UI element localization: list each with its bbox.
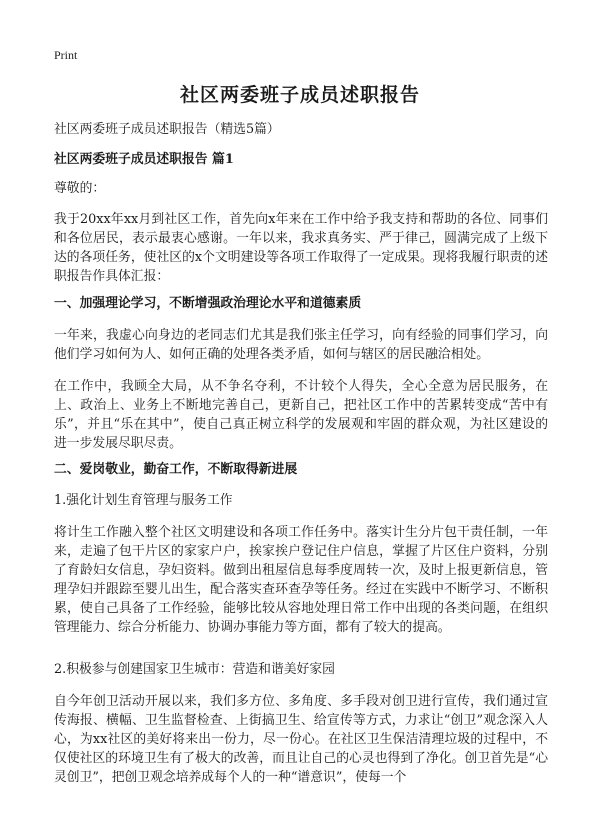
section-2-subheading-2: 2.积极参与创建国家卫生城市：营造和谐美好家园: [54, 662, 335, 677]
document-subtitle: 社区两委班子成员述职报告（精选5篇）: [54, 122, 280, 137]
salutation: 尊敬的：: [54, 181, 106, 196]
part-heading: 社区两委班子成员述职报告 篇1: [54, 152, 234, 167]
section-2-paragraph-1: 将计生工作融入整个社区文明建设和各项工作任务中。落实计生分片包干责任制，一年来，走遍了包干片区的家家户户，挨家挨户登记住户信息，掌握了片区住户资料，分别了育龄妇女信息，孕妇资料。做到出租屋信息每季度周转一次，及时上报更新信息，管理孕妇并跟踪至婴儿出生，配合落实查环查孕等任务。经过在实践中不断学习、不断积累，使自己具备了工作经验，能够比较从容地处理日常工作中出现的各类问题，在组织管理能力、综合分析能力、协调办事能力等方面，都有了较大的提高。: [54, 525, 548, 635]
section-2-subheading-1: 1.强化计划生育管理与服务工作: [54, 493, 233, 508]
section-2-heading: 二、爱岗敬业，勤奋工作，不断取得新进展: [54, 462, 298, 477]
section-1-paragraph-2: 在工作中，我顾全大局，从不争名夺利，不计较个人得失，全心全意为居民服务，在上、政治上、业务上不断地完善自己，更新自己，把社区工作中的苦累转变成“苦中有乐”，并且“乐在其中”，使自己真正树立科学的发展观和牢固的群众观，为社区建设的 进一步发展尽职尽责。: [54, 379, 548, 451]
print-link[interactable]: Print: [54, 48, 78, 62]
intro-paragraph: 我于20xx年xx月到社区工作，首先向x年来在工作中给予我支持和帮助的各位、同事们和各位居民，表示最衷心感谢。一年以来，我求真务实、严于律己，圆满完成了上级下达的各项任务，使社区的x个文明建设等各项工作取得了一定成果。现将我履行职责的述职报告作具体汇报：: [54, 212, 548, 284]
section-1-paragraph-1: 一年来，我虚心向身边的老同志们尤其是我们张主任学习，向有经验的同事们学习，向他们学习如何为人、如何正确的处理各类矛盾，如何与辖区的居民融洽相处。: [54, 328, 548, 362]
section-1-heading: 一、加强理论学习，不断增强政治理论水平和道德素质: [54, 296, 362, 311]
section-2-paragraph-2: 自今年创卫活动开展以来，我们多方位、多角度、多手段对创卫进行宣传，我们通过宣传海报、横幅、卫生监督检查、上街搞卫生、给宣传等方式，力求让“创卫”观念深入人心，为xx社区的美好将来出一份力，尽一份心。在社区卫生保洁清理垃圾的过程中，不仅使社区的环境卫生有了极大的改善，而且让自己的心灵也得到了净化。创卫首先是“心灵创卫”，把创卫观念培养成每个人的一种“谱意识”，使每一个: [54, 694, 548, 785]
document-title: 社区两委班子成员述职报告: [179, 84, 420, 106]
